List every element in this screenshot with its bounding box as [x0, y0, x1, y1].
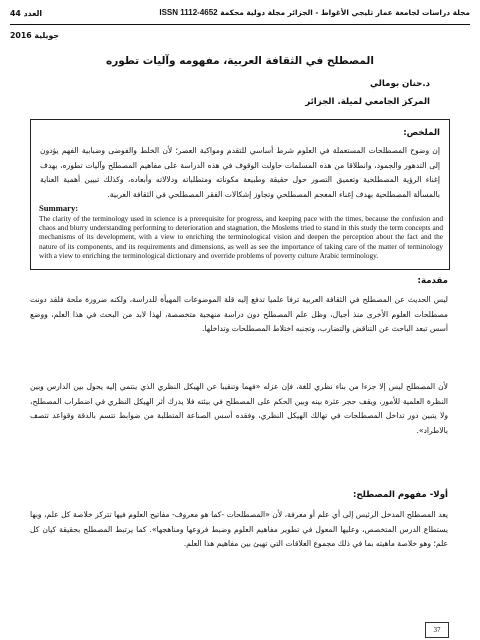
header-rule [10, 24, 470, 25]
section-1-heading: أولا- مفهوم المصطلح: [352, 490, 448, 500]
intro-paragraph-1: ليس الحديث عن المصطلح في الثقافة العربية ترفا علميا تدفع إليه قلة الموضوعات المهيأة للدراسة، ولكنه ضرورة ملحة فلقد دونت مصطلحات العلوم الأخرى منذ أجيال، وظل علم المصطلح دون دراسة منهجية متخصصة، لهذا لابد من البحث في هذا العلم، ووضع أسس تبعد الباحث عن التناقض والتضارب، وتجنبه اختلاط المصطلحات وتداخلها. [30, 295, 448, 334]
abstract-ar-heading: الملخص: [403, 128, 440, 138]
issue-date: جويلية 2016 [10, 31, 59, 40]
author-name: د.حنان بومالي [369, 79, 430, 89]
issue-info [10, 8, 59, 42]
intro-heading: مقدمة: [417, 276, 448, 286]
section-1-paragraph: يعد المصطلح المدخل الرئيس إلى أي علم أو معرفة، لأن «المصطلحات -كما هو معروف- مفاتيح العلوم فيها تتركز خلاصة كل علم، وبها يستطاع الدرس المتخصص، وعليها المعول في تطوير مفاهيم العلوم وضبط فروعها ومناهجها». كما يرتبط المصطلح بحقيقة كيان كل علم؛ وهو خلاصة ماهيته بما في ذلك مجموع العلاقات التي تهيئ بين مفاهيم هذا العلم. [30, 510, 448, 549]
abstract-box [30, 119, 450, 270]
article-title: المصطلح في الثقافة العربية، مفهومه وآليات تطوره [106, 55, 374, 67]
intro-paragraph-2: لأن المصطلح ليس إلا جزءا من بناء نظري للغة، فإن عزله «فهما وتنقيبا عن الهيكل النظري الذي ينتمي إليه يحول بين الدارس وبين النظرة العلمية للأمور، ويقف حجر عثرة بينه وبين الحكم على المصطلح في بيئته فلا يدرك أثر الهيكل النظري في اضطراب المصطلح، ولا يتبين دور تداخل المصطلحات في تهالك الهيكل النظري، وفقده أسس الصناعة المتطلبة من ضوابط تتسم بالدقة وقواعد تتصف بالاطراد». [30, 382, 448, 435]
page-number: 37 [425, 622, 449, 638]
issn: ISSN 1112-4652 [159, 8, 218, 17]
abstract-ar-text: إن وضوح المصطلحات المستعملة في العلوم شرط أساسي للتقدم ومواكبة العصر؛ لأن الخلط والفوضى وضبابية الفهم يؤدون إلى التدهور والجمود، وانطلاقا من هذه المسلمات حاولت الوقوف في هذه الدراسة على مفاهيم المصطلح وآليات تطوره، بهدف إغناء الرؤية المصطلحية وتعميق التصور حول حقيقة وطبيعة مكوناته ومتطلباته ودلالاته وأبعاده، وكذلك تبيين أهمية العناية بالمسألة المصطلحية بهدف إغناء المعجم المصطلحي وتجاوز إشكالات الفقر المصطلحي في الثقافة العربية. [40, 146, 440, 199]
journal-name [153, 8, 470, 17]
journal-title: مجلة دراسات لجامعة عمار ثليجي الأغواط - الجزائر مجلة دولية محكمة [220, 8, 470, 17]
running-header [10, 8, 470, 52]
issue-number: العدد 44 [10, 9, 43, 18]
abstract-en-text: The clarity of the terminology used in science is a prerequisite for progress, and keeping pace with the times, because the confusion and chaos and blurry understanding performing to deterioration and stagnation, the Moslems tried to stand in this study the term concepts and mechanisms of its development, with a view to enriching the terminological vision and deepen the perception about the fact and the nature of its components, and its requirements and dimensions, as well as see the importance of taking care of the matter of terminology with a view to enriching the terminological dictionary and override problems of poverty culture Arabic terminology. [39, 214, 443, 260]
author-affiliation: المركز الجامعي لميلة. الجزائر [305, 97, 430, 107]
abstract-en-heading: Summary: [39, 203, 79, 213]
